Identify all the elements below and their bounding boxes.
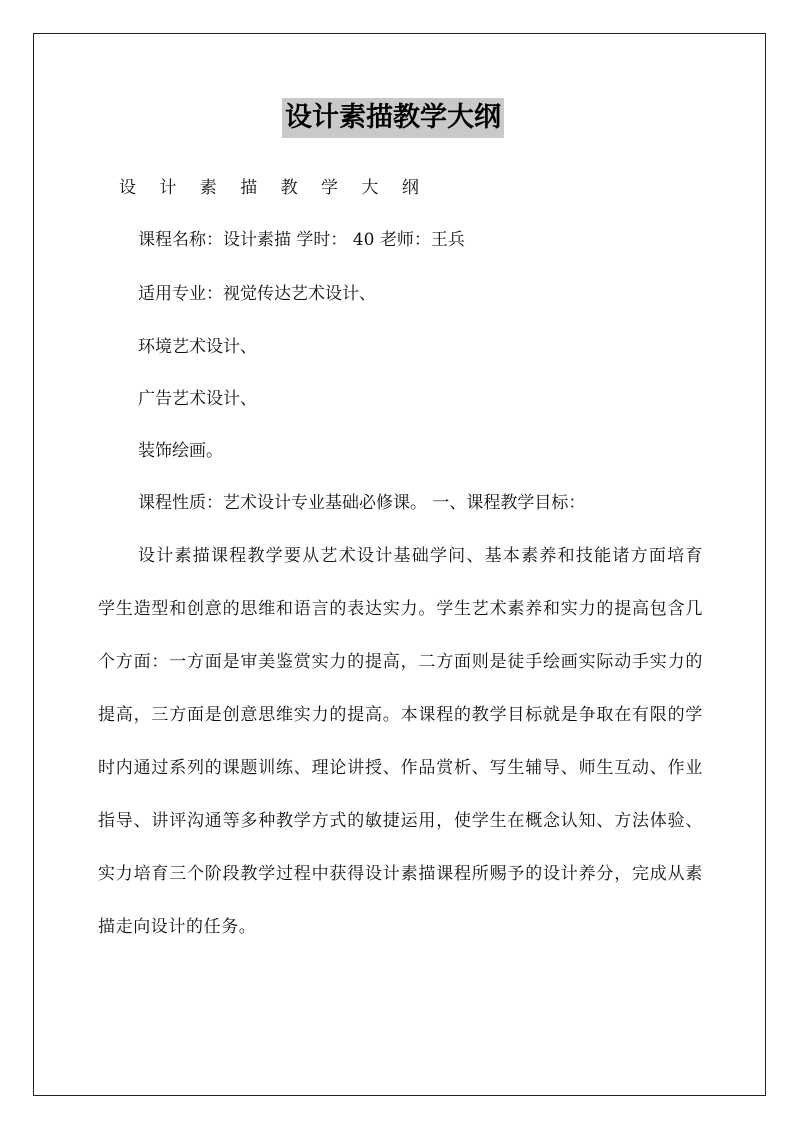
major-decorative-line: 装饰绘画。: [138, 441, 223, 461]
objectives-paragraph: 设计素描课程教学要从艺术设计基础学问、基本素养和技能诸方面培育 学生造型和创意的思维和语言的表达实力。学生艺术素养和实力的提高包含几个方面：一方面是审美鉴赏实力的提高，二方面则是徒手绘画实际动手实力的提高，三方面是创意思维实力的提高。本课程的教学目标就是争取在有限的学时内通过系列的课题训练、理论讲授、作品赏析、写生辅导、师生互动、作业指导、讲评沟通等多种教学方式的敏捷运用，使学生在概念认知、方法体验、实力培育三个阶段教学过程中获得设计素描课程所赐予的设计养分，完成从素描走向设计的任务。: [98, 546, 703, 937]
course-info-line: 课程名称：设计素描 学时： 40 老师：王兵: [138, 230, 465, 250]
major-environment-line: 环境艺术设计、: [138, 337, 257, 357]
major-advertising-line: 广告艺术设计、: [138, 389, 257, 409]
course-nature-line: 课程性质：艺术设计专业基础必修课。 一、课程教学目标：: [138, 493, 586, 513]
document-subtitle: 设 计 素 描 教 学 大 纲: [119, 178, 428, 198]
major-line: 适用专业：视觉传达艺术设计、: [138, 284, 376, 304]
document-title: 设计素描教学大纲: [282, 98, 504, 138]
